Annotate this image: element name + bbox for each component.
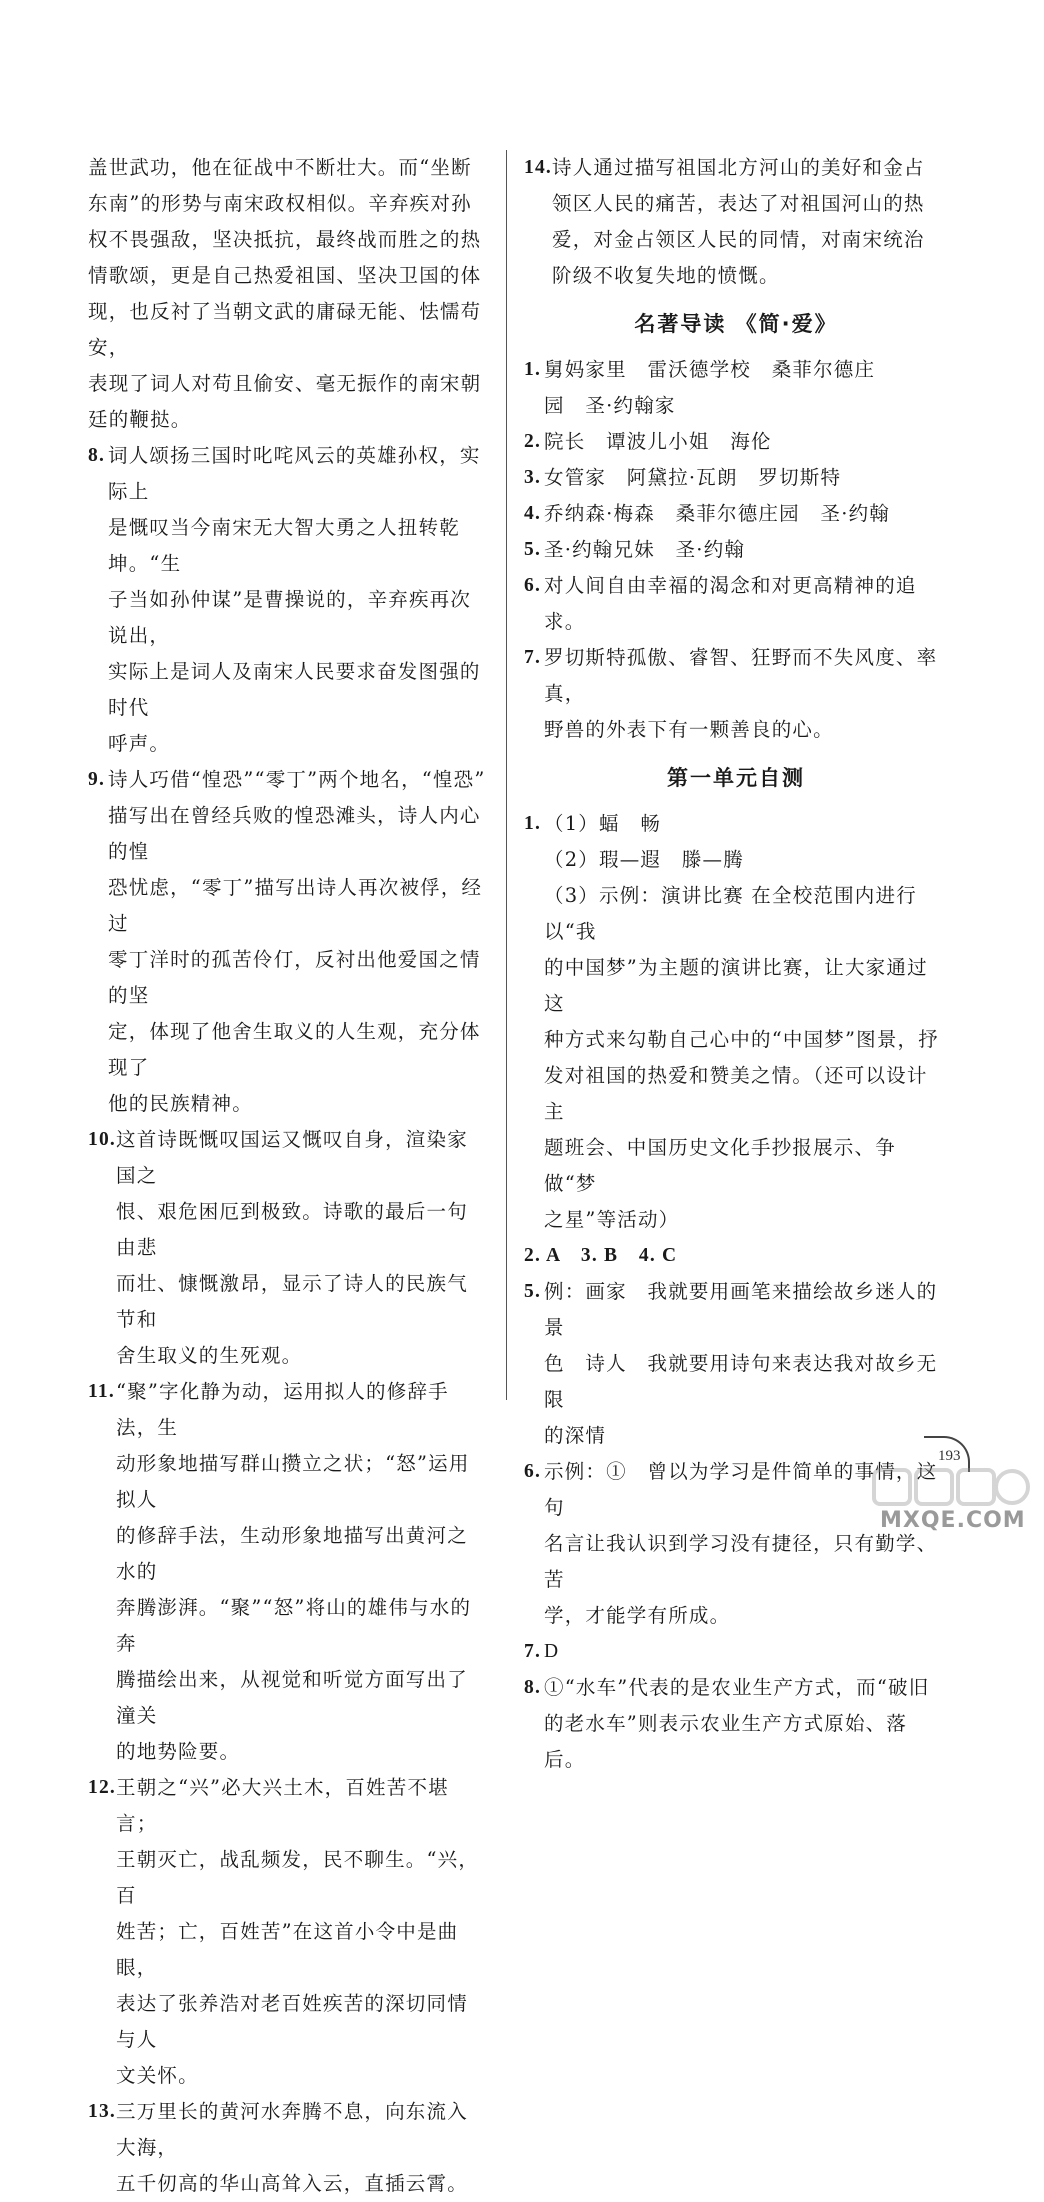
text-line: 示例：① 曾以为学习是件简单的事情，这句 [544, 1460, 938, 1519]
text-line: 诗人通过描写祖国北方河山的美好和金占 [552, 156, 925, 179]
text-line: 恐忧虑，“零丁”描写出诗人再次被俘，经过 [108, 876, 483, 935]
text-line: 圣·约翰兄妹 圣·约翰 [544, 538, 746, 561]
item-number: 6. [524, 1461, 542, 1482]
text-line: 零丁洋时的孤苦伶仃，反衬出他爱国之情的坚 [108, 948, 481, 1007]
text-line: 的深情 [544, 1424, 607, 1447]
answer-item-11 [88, 1374, 486, 1770]
test-item-7 [524, 1634, 948, 1670]
item-number: 4. [524, 503, 542, 524]
text-line: 子当如孙仲谋”是曹操说的，辛弃疾再次说出， [108, 588, 472, 647]
reading-item-1 [524, 352, 948, 424]
text-line: 题班会、中国历史文化手抄报展示、争做“梦 [544, 1136, 896, 1195]
text-line: D [544, 1641, 560, 1662]
reading-item-5 [524, 532, 948, 568]
text-line: 腾描绘出来，从视觉和听觉方面写出了潼关 [116, 1668, 468, 1727]
answer-item-13 [88, 2094, 486, 2202]
answer-item-9 [88, 762, 486, 1122]
text-line: 王朝之“兴”必大兴土木，百姓苦不堪言； [116, 1776, 449, 1835]
text-line: 爱，对金占领区人民的同情，对南宋统治 [552, 228, 925, 251]
item-number: 2. [524, 431, 542, 452]
text-line: 他的民族精神。 [108, 1092, 253, 1115]
text-line: 诗人巧借“惶恐”“零丁”两个地名，“惶恐” [108, 768, 486, 791]
text-line: 三万里长的黄河水奔腾不息，向东流入大海， [116, 2100, 468, 2159]
answer-item-8 [88, 438, 486, 762]
text-line: 园 圣·约翰家 [544, 394, 676, 417]
text-line: 词人颂扬三国时叱咤风云的英雄孙权，实际上 [108, 444, 481, 503]
text-line: 实际上是词人及南宋人民要求奋发图强的时代 [108, 660, 481, 719]
item-number: 8. [524, 1677, 542, 1698]
text-line: 是慨叹当今南宋无大智大勇之人扭转乾坤。“生 [108, 516, 460, 575]
text-line: 之星”等活动） [544, 1208, 680, 1231]
item-number: 12. [88, 1777, 116, 1798]
section-heading-unit-test: 第一单元自测 [667, 766, 805, 790]
text-line: 种方式来勾勒自己心中的“中国梦”图景，抒 [544, 1028, 939, 1051]
text-line: 五千仞高的华山高耸入云，直插云霄。 [116, 2172, 468, 2195]
text-line: 呼声。 [108, 732, 171, 755]
section-heading-jane-eyre: 名著导读 《简·爱》 [634, 312, 838, 336]
text-line: （3）示例：演讲比赛 在全校范围内进行以“我 [544, 884, 917, 943]
item-number: 7. [524, 647, 542, 668]
column-divider [506, 150, 507, 1400]
text-line: 色 诗人 我就要用诗句来表达我对故乡无限 [544, 1352, 938, 1411]
item-number: 11. [88, 1381, 115, 1402]
text-line: 王朝灭亡，战乱频发，民不聊生。“兴，百 [116, 1848, 480, 1907]
text-line: “聚”字化静为动，运用拟人的修辞手法，生 [116, 1380, 449, 1439]
text-line: 描写出在曾经兵败的惶恐滩头，诗人内心的惶 [108, 804, 481, 863]
page-number: 193 [938, 1448, 961, 1464]
item-number: 7. [524, 1641, 542, 1662]
text-line: 文关怀。 [116, 2064, 199, 2087]
text-line: 权不畏强敌，坚决抵抗，最终战而胜之的热 [88, 228, 482, 251]
item-number: 1. [524, 359, 542, 380]
watermark-text: MXQE.COM [880, 1508, 1026, 1533]
text-line: 名言让我认识到学习没有捷径，只有勤学、苦 [544, 1532, 938, 1591]
item-number: 13. [88, 2101, 116, 2122]
text-line: ①“水车”代表的是农业生产方式，而“破旧 [544, 1676, 930, 1699]
answer-item-12 [88, 1770, 486, 2094]
reading-item-6 [524, 568, 948, 640]
right-column [524, 150, 948, 1778]
item-number: 9. [88, 769, 106, 790]
item-number: 1. [524, 813, 542, 834]
text-line: 廷的鞭挞。 [88, 408, 192, 431]
text-line: 表达了张养浩对老百姓疾苦的深切同情与人 [116, 1992, 468, 2051]
text-line: 乔纳森·梅森 桑菲尔德庄园 圣·约翰 [544, 502, 890, 525]
text-line: 奔腾澎湃。“聚”“怒”将山的雄伟与水的奔 [116, 1596, 472, 1655]
text-line: 定，体现了他舍生取义的人生观，充分体现了 [108, 1020, 481, 1079]
item-number: 8. [88, 445, 106, 466]
text-line: 而壮、慷慨激昂，显示了诗人的民族气节和 [116, 1272, 468, 1331]
text-line: 表现了词人对苟且偷安、毫无振作的南宋朝 [88, 372, 482, 395]
text-line: 发对祖国的热爱和赞美之情。（还可以设计主 [544, 1064, 928, 1123]
text-line: 恨、艰危困厄到极致。诗歌的最后一句由悲 [116, 1200, 468, 1259]
left-column [88, 150, 486, 2202]
text-line: 例：画家 我就要用画笔来描绘故乡迷人的景 [544, 1280, 938, 1339]
text-line: 野兽的外表下有一颗善良的心。 [544, 718, 834, 741]
text-line: 的中国梦”为主题的演讲比赛，让大家通过这 [544, 956, 928, 1015]
item-number: 6. [524, 575, 542, 596]
test-items-2-4: 2. A 3. B 4. C [524, 1245, 678, 1266]
item-number: 5. [524, 1281, 542, 1302]
reading-item-3 [524, 460, 948, 496]
text-line: 情歌颂，更是自己热爱祖国、坚决卫国的体 [88, 264, 482, 287]
text-line: 的修辞手法，生动形象地描写出黄河之水的 [116, 1524, 468, 1583]
text-line: 领区人民的痛苦，表达了对祖国河山的热 [552, 192, 925, 215]
text-line: （2）瑕—遐 滕—腾 [544, 848, 744, 871]
answer-item-14 [524, 150, 948, 294]
text-line: 舍生取义的生死观。 [116, 1344, 303, 1367]
item-number: 14. [524, 157, 552, 178]
reading-item-4 [524, 496, 948, 532]
text-line: 学，才能学有所成。 [544, 1604, 731, 1627]
item-number: 5. [524, 539, 542, 560]
text-line: 女管家 阿黛拉·瓦朗 罗切斯特 [544, 466, 842, 489]
text-line: 的地势险要。 [116, 1740, 241, 1763]
text-line: 东南”的形势与南宋政权相似。辛弃疾对孙 [88, 192, 472, 215]
test-item-8 [524, 1670, 948, 1778]
text-line: 阶级不收复失地的愤慨。 [552, 264, 780, 287]
item-number: 3. [524, 467, 542, 488]
text-line: 盖世武功，他在征战中不断壮大。而“坐断 [88, 156, 472, 179]
reading-item-7 [524, 640, 948, 748]
text-line: 动形象地描写群山攒立之状；“怒”运用拟人 [116, 1452, 470, 1511]
text-line: 现，也反衬了当朝文武的庸碌无能、怯懦苟安， [88, 300, 482, 359]
answer-item-10 [88, 1122, 486, 1374]
text-line: 这首诗既慨叹国运又慨叹自身，渲染家国之 [116, 1128, 468, 1187]
text-line: 的老水车”则表示农业生产方式原始、落后。 [544, 1712, 908, 1771]
text-line: 罗切斯特孤傲、睿智、狂野而不失风度、率真， [544, 646, 938, 705]
text-line: 姓苦；亡，百姓苦”在这首小令中是曲眼， [116, 1920, 459, 1979]
intro-paragraph [88, 150, 486, 438]
text-line: 舅妈家里 雷沃德学校 桑菲尔德庄 [544, 358, 876, 381]
text-line: 对人间自由幸福的渴念和对更高精神的追求。 [544, 574, 917, 633]
item-number: 10. [88, 1129, 116, 1150]
text-line: （1）蝠 畅 [544, 812, 662, 835]
test-item-1-subpart [524, 842, 948, 1238]
test-item-5 [524, 1274, 948, 1454]
test-item-1 [524, 806, 948, 842]
reading-item-2 [524, 424, 948, 460]
text-line: 院长 谭波儿小姐 海伦 [544, 430, 772, 453]
